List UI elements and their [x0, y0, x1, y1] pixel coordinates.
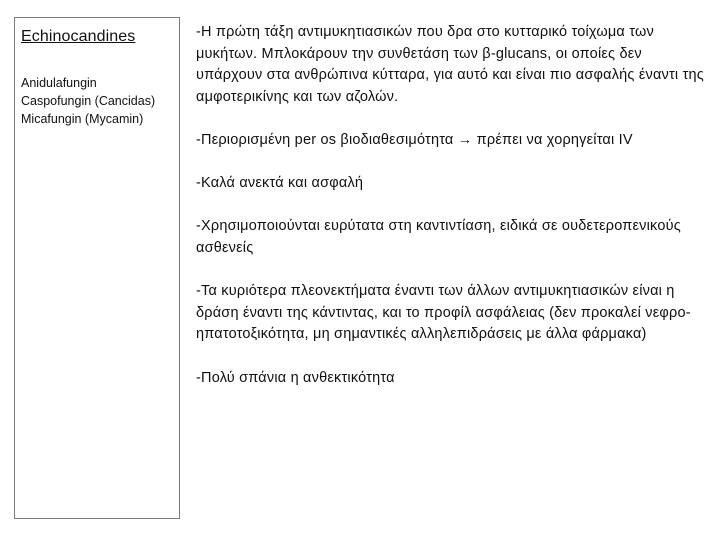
drug-item-micafungin: Micafungin (Mycamin): [21, 112, 144, 126]
paragraph-mechanism: -Η πρώτη τάξη αντιμυκητιασικών που δρα στο κυτταρικό τοίχωμα των μυκήτων. Μπλοκάρουν την συνθετάση των β-glucans, οι οποίες δεν υπάρχουν στα ανθρώπινα κύτταρα, για αυτό και είναι πιο ασφαλής έναντι της αμφοτερικίνης και των αζολών.: [196, 24, 704, 105]
paragraph-resistance: -Πολύ σπάνια η ανθεκτικότητα: [196, 369, 395, 386]
panel-title: Echinocandines: [21, 28, 136, 45]
paragraph-usage: -Χρησιμοποιούνται ευρύτατα στη καντιντίαση, ειδικά σε ουδετεροπενικούς ασθενείς: [196, 218, 681, 256]
drug-list-panel: [14, 17, 180, 519]
drug-item-caspofungin: Caspofungin (Cancidas): [21, 94, 156, 108]
paragraph-tolerability: -Καλά ανεκτά και ασφαλή: [196, 175, 364, 192]
drug-list: [21, 74, 179, 128]
drug-item-anidulafungin: Anidulafungin: [21, 76, 97, 90]
description-column: [196, 22, 706, 411]
paragraph-bioavailability: -Περιορισμένη per os βιοδιαθεσιμότητα → πρέπει να χορηγείται IV: [196, 131, 633, 148]
paragraph-advantages: -Τα κυριότερα πλεονεκτήματα έναντι των άλλων αντιμυκητιασικών είναι η δράση έναντι της κάντιντας, και το προφίλ ασφάλειας (δεν προκαλεί νεφρο- ηπατοτοξικότητα, μη σημαντικές αλληλεπιδράσεις με άλλα φάρμακα): [196, 283, 691, 343]
